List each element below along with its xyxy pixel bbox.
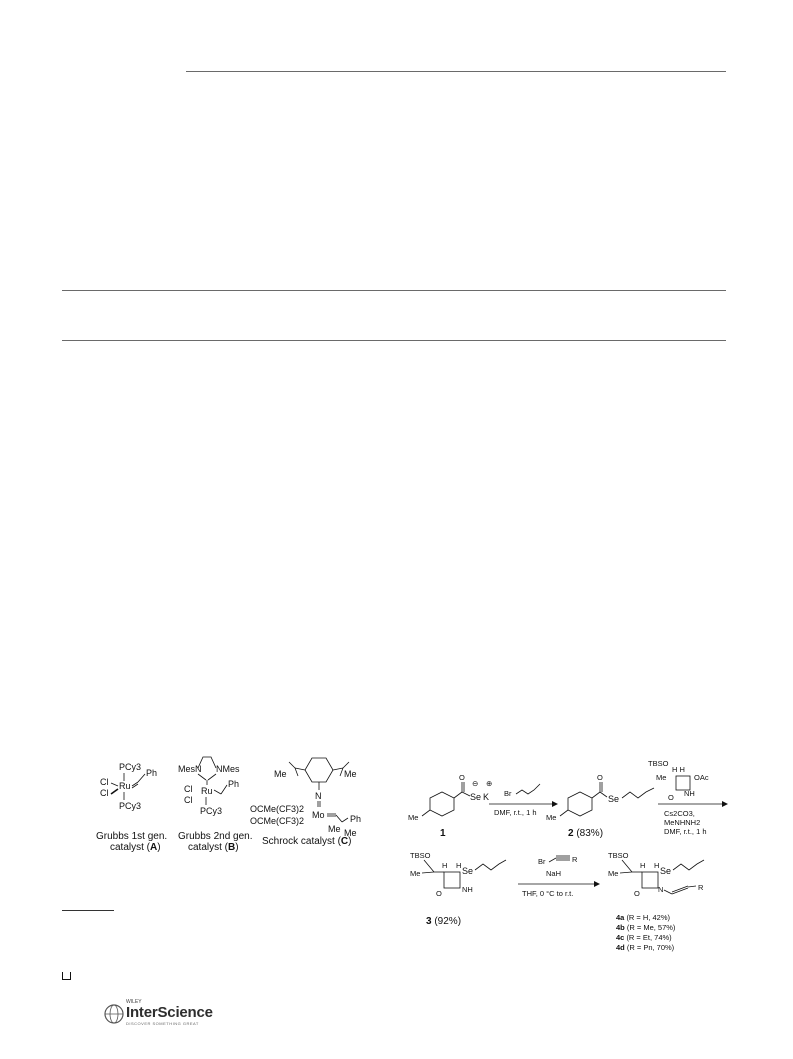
grubbs-1st-caption-line1: Grubbs 1st gen.	[96, 831, 168, 842]
g2-ligand-bottom: PCy3	[200, 806, 223, 816]
schrock-caption: Schrock catalyst (C)	[262, 836, 352, 847]
logo-wiley: WILEY	[126, 999, 142, 1005]
compound-1-label: 1	[440, 828, 446, 839]
step2-nh: NH	[684, 789, 695, 798]
logo-brand: InterScience	[126, 1004, 213, 1021]
g2-mes-left: MesN	[178, 764, 202, 774]
schrock-metal: Mo	[312, 810, 325, 820]
compound-4-n: N	[658, 885, 664, 894]
wiley-interscience-logo	[104, 998, 214, 1030]
compound-3-structure	[410, 851, 506, 927]
compound-2-me: Me	[546, 813, 557, 822]
g1-ligand-bottom: PCy3	[119, 801, 142, 811]
step2-oac: OAc	[694, 773, 709, 782]
logo-tagline: DISCOVER SOMETHING GREAT	[126, 1021, 199, 1026]
g1-cl-1: Cl	[100, 777, 109, 787]
compound-3-me: Me	[410, 869, 421, 878]
synthesis-scheme	[400, 752, 730, 962]
step-2	[648, 759, 728, 836]
g2-cl-2: Cl	[184, 795, 193, 805]
compound-4-tbso: TBSO	[608, 851, 629, 860]
g2-metal: Ru	[201, 786, 213, 796]
compound-4-structure	[608, 851, 704, 898]
table-top-rule	[62, 290, 726, 291]
globe-icon	[104, 1004, 124, 1024]
compound-4-r: R	[698, 883, 704, 892]
schrock-me-3: Me	[328, 824, 341, 834]
compound-1-minus: ⊖	[472, 779, 479, 788]
schrock-alkoxide-1: OCMe(CF3)2	[250, 804, 305, 814]
step2-me: Me	[656, 773, 667, 782]
grubbs-1st-caption-line2: catalyst (A)	[110, 842, 161, 852]
compound-4-h-2: H	[654, 861, 660, 870]
step1-conditions: DMF, r.t., 1 h	[494, 808, 537, 817]
catalysts-figure	[90, 752, 380, 852]
compound-1-structure	[408, 773, 492, 839]
g1-cl-2: Cl	[100, 788, 109, 798]
schrock-me-2: Me	[344, 769, 357, 779]
grubbs-1st-gen-structure	[100, 762, 157, 811]
compound-3-h-2: H	[456, 861, 462, 870]
compound-2-label-line: 2 (83%)	[568, 828, 604, 839]
scheme-drawing	[400, 752, 730, 962]
grubbs-2nd-gen-structure	[178, 757, 240, 816]
table-bottom-rule	[62, 340, 726, 341]
product-4d: 4d (R = Pn, 70%)	[616, 943, 675, 952]
top-rule	[186, 71, 726, 72]
g1-ligand-top: PCy3	[119, 762, 142, 772]
step2-reagent-2: MeNHNH2	[664, 818, 701, 827]
compound-4-h-1: H	[640, 861, 646, 870]
g2-cl-1: Cl	[184, 784, 193, 794]
step3-conditions: THF, 0 °C to r.t.	[522, 889, 574, 898]
page-corner-icon	[62, 972, 71, 980]
compound-3-label-line: 3 (92%)	[426, 916, 462, 927]
grubbs-2nd-caption-line1: Grubbs 2nd gen.	[178, 831, 253, 842]
compound-3-o: O	[436, 889, 442, 898]
step1-br: Br	[504, 789, 512, 798]
step2-tbso: TBSO	[648, 759, 669, 768]
step3-base: NaH	[546, 869, 562, 878]
schrock-ph: Ph	[350, 814, 362, 824]
product-4a: 4a (R = H, 42%)	[616, 913, 670, 922]
g2-mes-right: NMes	[216, 764, 240, 774]
g1-ph: Ph	[146, 768, 158, 778]
compound-1-se: Se	[470, 792, 482, 802]
compound-4-me: Me	[608, 869, 619, 878]
step2-reagent-1: Cs2CO3,	[664, 809, 695, 818]
compound-3-se: Se	[462, 866, 474, 876]
compound-2-structure	[546, 773, 654, 839]
compound-1-k: K	[483, 792, 490, 802]
compound-1-me: Me	[408, 813, 419, 822]
step3-r: R	[572, 855, 578, 864]
product-4c: 4c (R = Et, 74%)	[616, 933, 672, 942]
compound-3-tbso: TBSO	[410, 851, 431, 860]
compound-3-nh: NH	[462, 885, 473, 894]
compound-1-plus: ⊕	[486, 779, 493, 788]
step-3	[518, 855, 600, 898]
schrock-structure	[250, 758, 361, 838]
grubbs-2nd-caption-line2: catalyst (B)	[188, 842, 239, 852]
g2-ph: Ph	[228, 779, 240, 789]
catalysts-structures	[90, 752, 380, 852]
schrock-alkoxide-2: OCMe(CF3)2	[250, 816, 305, 826]
schrock-n: N	[315, 791, 322, 801]
step2-reagent-3: DMF, r.t., 1 h	[664, 827, 707, 836]
compound-4-se: Se	[660, 866, 672, 876]
schrock-me-1: Me	[274, 769, 287, 779]
compound-2-se: Se	[608, 794, 620, 804]
step2-o: O	[668, 793, 674, 802]
compound-2-o: O	[597, 773, 603, 782]
g1-metal: Ru	[119, 781, 131, 791]
compound-4-o: O	[634, 889, 640, 898]
step2-h: H H	[672, 765, 685, 774]
compound-1-o: O	[459, 773, 465, 782]
schrock-me-4: Me	[344, 828, 357, 838]
footnote-rule	[62, 910, 114, 911]
product-4b: 4b (R = Me, 57%)	[616, 923, 676, 932]
step3-br: Br	[538, 857, 546, 866]
products-list	[616, 913, 676, 952]
compound-3-h-1: H	[442, 861, 448, 870]
